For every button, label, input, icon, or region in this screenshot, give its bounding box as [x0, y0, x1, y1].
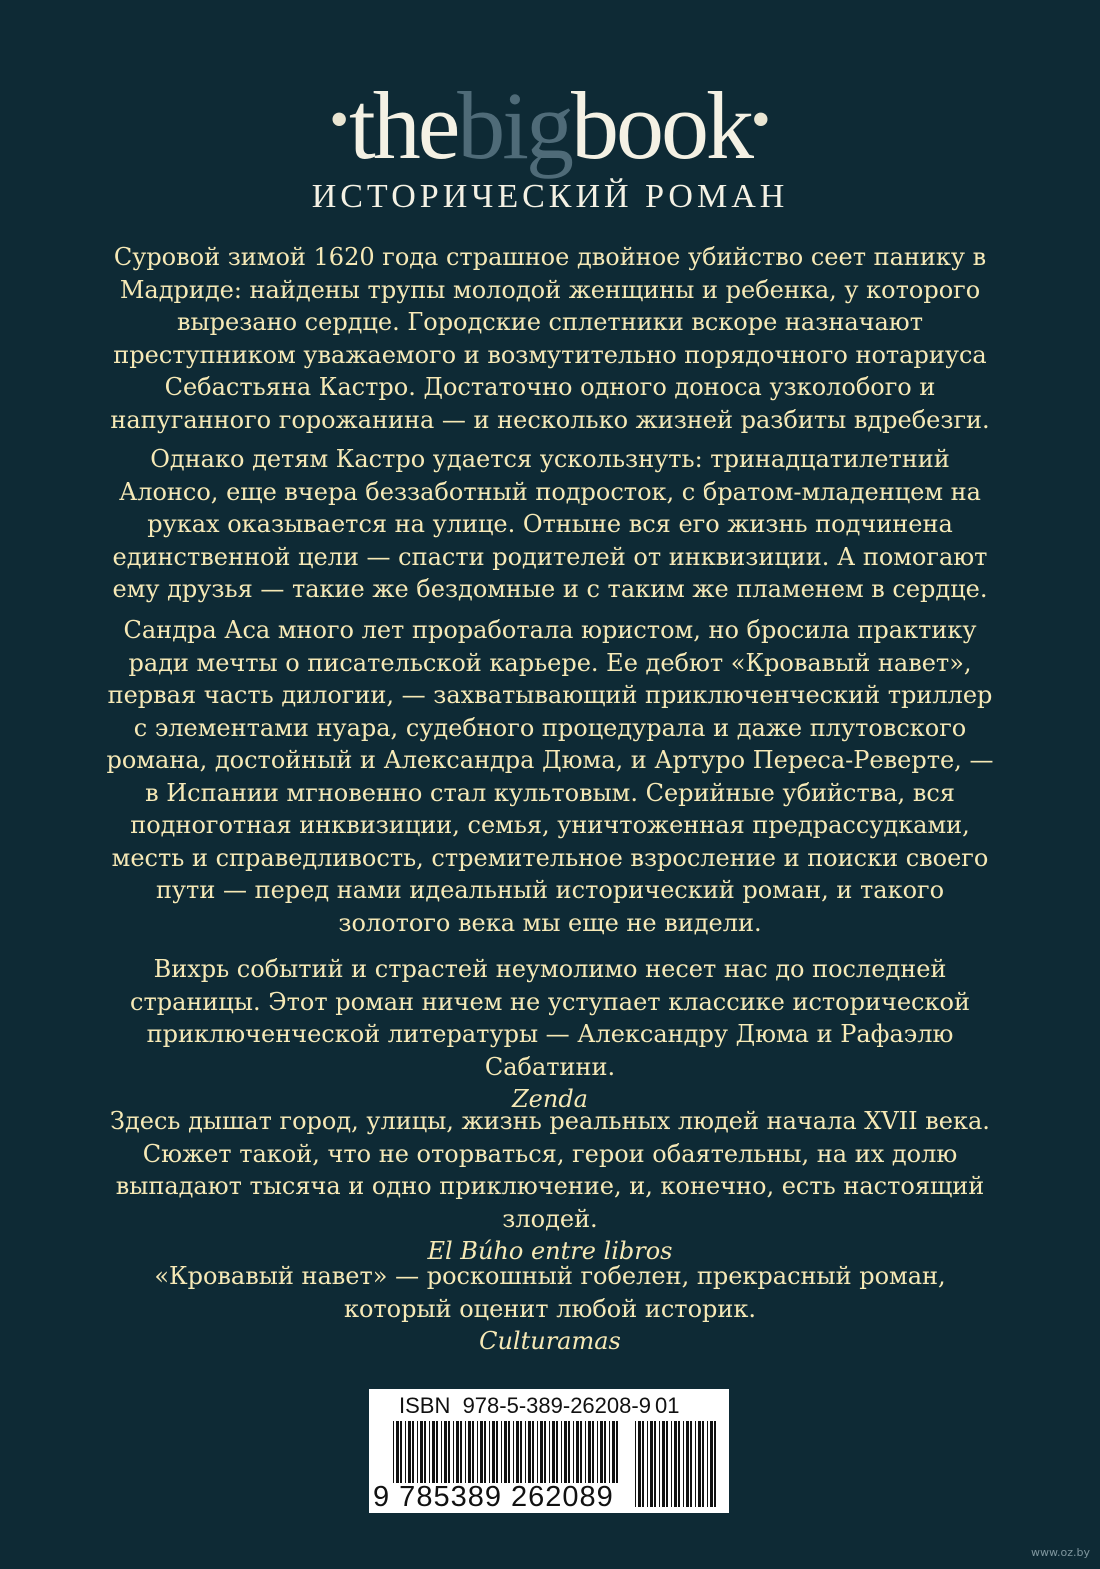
barcode-bar [504, 1421, 507, 1483]
series-title: ИСТОРИЧЕСКИЙ РОМАН [311, 178, 789, 215]
barcode-bar [597, 1421, 598, 1483]
isbn-barcode [369, 1389, 729, 1513]
description-text: Однако детям Кастро удается ускользнуть: тринадцатилетний Алонсо, еще вчера беззаботный подросток, с братом-младенцем на руках оказывается на улице. Отныне вся его жизнь подчинена единственной цели — спасти родителей от инквизиции. А помогают ему друзья — такие же бездомные и с таким же пламенем в сердце. [112, 445, 988, 603]
barcode-bar [453, 1421, 454, 1483]
barcode-bar [678, 1421, 680, 1507]
barcode-bar [540, 1421, 543, 1483]
review-source: Culturamas [479, 1327, 621, 1355]
barcode-bar [496, 1421, 498, 1483]
barcode-bar [465, 1421, 466, 1483]
barcode-bar [477, 1421, 478, 1483]
barcode-bar [429, 1421, 430, 1483]
logo-word-big: big [457, 72, 571, 179]
review-3 [100, 1260, 1000, 1358]
barcode-bar [568, 1421, 570, 1483]
barcode-bar [647, 1421, 648, 1507]
barcode-bar [564, 1421, 567, 1483]
barcode-bar [674, 1421, 677, 1507]
ean-digits: 9 785389 262089 [373, 1481, 614, 1513]
barcode-bar [650, 1421, 653, 1507]
logo-dot-right: • [750, 89, 771, 151]
barcode-bar [525, 1421, 526, 1483]
barcode-bar [513, 1421, 514, 1483]
barcode-bar [532, 1421, 534, 1483]
publisher-logo [0, 72, 1100, 179]
barcode-bar [489, 1421, 490, 1483]
barcode-bar [501, 1421, 502, 1483]
barcode-bar [698, 1421, 701, 1507]
description-paragraph-1 [100, 241, 1000, 436]
logo-dot-left: • [329, 89, 350, 151]
barcode-bar [638, 1421, 641, 1507]
barcode-bar [400, 1421, 402, 1483]
barcode-bar [460, 1421, 462, 1483]
review-source: Zenda [511, 1085, 588, 1113]
barcode-bar [600, 1421, 603, 1483]
barcode-bar [508, 1421, 510, 1483]
barcode-bar [405, 1421, 406, 1483]
barcode-bar [472, 1421, 474, 1483]
barcode-bar [492, 1421, 495, 1483]
barcode-bar [561, 1421, 562, 1483]
logo-word-the: the [349, 72, 458, 179]
barcode-bar [666, 1421, 668, 1507]
barcode-bar [537, 1421, 538, 1483]
review-text: Вихрь событий и страстей неумолимо несет нас до последней страницы. Этот роман ничем не уступает классике исторической приключенческой литературы — Александру Дюма и Рафаэлю Сабатини. [130, 955, 970, 1081]
barcode-bar [671, 1421, 672, 1507]
barcode-bar [714, 1421, 716, 1507]
description-text: Суровой зимой 1620 года страшное двойное убийство сеет панику в Мадриде: найдены трупы молодой женщины и ребенка, у которого вырезано сердце. Городские сплетники вскоре назначают преступником уважаемого и возмутительно порядочного нотариуса Себастьяна Кастро. Достаточно одного доноса узколобого и напуганного горожанина — и несколько жизней разбиты вдребезги. [110, 243, 990, 434]
barcode-bar [520, 1421, 522, 1483]
barcode-bar [516, 1421, 519, 1483]
barcode-bar [604, 1421, 606, 1483]
barcode-bar [468, 1421, 471, 1483]
barcode-bar [642, 1421, 644, 1507]
review-1 [100, 953, 1000, 1116]
description-text: Сандра Аса много лет проработала юристом, но бросила практику ради мечты о писательской карьере. Ее дебют «Кровавый навет», первая часть дилогии, — захватывающий приключенческий триллер с элементами нуара, судебного процедурала и даже плутовского романа, достойный и Александра Дюма, и Артуро Переса-Реверте, — в Испании мгновенно стал культовым. Серийные убийства, вся подноготная инквизиции, семья, уничтоженная предрассудками, месть и справедливость, стремительное взросление и поиски своего пути — перед нами идеальный исторический роман, и такого золотого века мы еще не видели. [106, 616, 994, 937]
barcode-bar [556, 1421, 558, 1483]
barcode-bar [444, 1421, 447, 1483]
barcode-bar [662, 1421, 665, 1507]
logo-word-book: book [570, 72, 751, 179]
barcode-bar [420, 1421, 423, 1483]
barcode-bar [528, 1421, 531, 1483]
barcode-bar [573, 1421, 574, 1483]
barcode-bar [690, 1421, 692, 1507]
barcode-bar [686, 1421, 689, 1507]
barcode-bar [448, 1421, 450, 1483]
barcode-bar [592, 1421, 594, 1483]
barcode-bar [659, 1421, 660, 1507]
barcode-bar [436, 1421, 438, 1483]
watermark: www.oz.by [1031, 1546, 1090, 1559]
barcode-bar [576, 1421, 579, 1483]
barcode-bar [580, 1421, 582, 1483]
barcode-bar [695, 1421, 696, 1507]
barcode-bar [612, 1421, 615, 1483]
barcode-bar [616, 1421, 618, 1483]
review-2 [100, 1105, 1000, 1268]
review-text: «Кровавый навет» — роскошный гобелен, прекрасный роман, который оценит любой историк. [154, 1262, 946, 1323]
barcode-bar [552, 1421, 555, 1483]
barcode-bar [585, 1421, 586, 1483]
barcode-bar [710, 1421, 713, 1507]
barcode-bar [412, 1421, 414, 1483]
isbn-addon-code: 01 [655, 1393, 680, 1418]
barcode-bar [480, 1421, 483, 1483]
barcode-bar [549, 1421, 550, 1483]
barcode-bar [396, 1421, 399, 1483]
barcode-bar [441, 1421, 442, 1483]
barcode-bar [635, 1421, 636, 1507]
barcode-bar [424, 1421, 426, 1483]
barcode-bar [417, 1421, 418, 1483]
barcode-bar [544, 1421, 546, 1483]
barcode-bar [654, 1421, 656, 1507]
barcode-bar [588, 1421, 591, 1483]
description-paragraph-3 [100, 614, 1000, 939]
description-paragraph-2 [100, 443, 1000, 606]
barcode-bar [408, 1421, 411, 1483]
barcode-bar [484, 1421, 486, 1483]
barcode-bar [432, 1421, 435, 1483]
barcode-bar [707, 1421, 708, 1507]
review-text: Здесь дышат город, улицы, жизнь реальных людей начала XVII века. Сюжет такой, что не оторваться, герои обаятельны, на их долю выпадают тысяча и одно приключение, и, конечно, есть настоящий злодей. [110, 1107, 990, 1233]
isbn-label: ISBN 978-5-389-26208-9 [399, 1393, 651, 1418]
barcode-bar [683, 1421, 684, 1507]
barcode-bar [393, 1421, 394, 1483]
barcode-bar [609, 1421, 610, 1483]
barcode-bar [456, 1421, 459, 1483]
review-source: El Búho entre libros [427, 1237, 673, 1265]
barcode-bar [702, 1421, 704, 1507]
